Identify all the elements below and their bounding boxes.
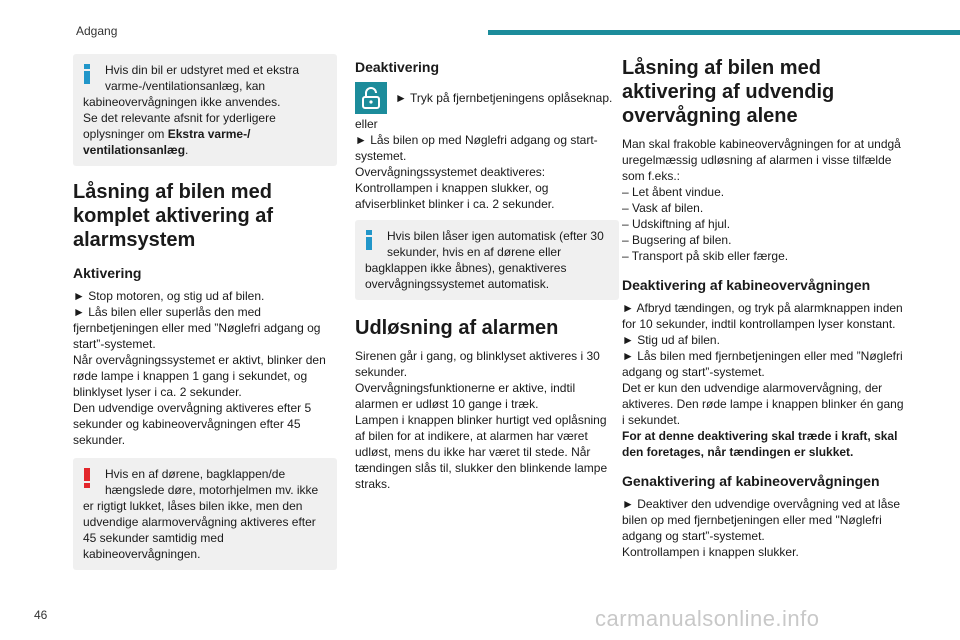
column-right (622, 48, 906, 560)
intro-text: Man skal frakoble kabineovervågningen for at undgå uregelmæssig udløsning af alarmen i visse tilfælde som f.eks.: (622, 137, 901, 183)
body-text: Når overvågningssystemet er aktivt, blinker den røde lampe i knappen 1 gang i sekundet, og blinklyset lyser i ca. 2 sekunder. (73, 353, 326, 399)
body-text: Lampen i knappen blinker hurtigt ved oplåsning af bilen for at indikere, at alarmen har været udløst, mens du ikke har været til stede. Når tændingen slås til, slukker den blinkende lampe straks. (355, 413, 608, 491)
list-item: – Bugsering af bilen. (622, 233, 732, 247)
list-item: – Vask af bilen. (622, 201, 704, 215)
info-note-box (73, 54, 337, 166)
subheading-cabin-deactivation: Deaktivering af kabineovervågningen (622, 277, 871, 293)
warning-icon (83, 466, 101, 498)
info-icon (83, 62, 101, 94)
warning-note-box (73, 458, 337, 570)
body-text: ► Deaktiver den udvendige overvågning ved at låse bilen op med fjernbetjeningen eller med "Nøglefri adgang og start”-systemet. (622, 497, 901, 543)
body-text: ► Lås bilen op med Nøglefri adgang og start-systemet. (355, 133, 598, 163)
watermark: carmanualsonline.info (595, 606, 820, 631)
info-note-line1: Hvis bilen låser igen automatisk (efter 30 sekunder, hvis en af dørene eller (387, 229, 604, 259)
body-text: Den udvendige overvågning aktiveres efter 5 sekunder og kabineovervågningen efter 45 sekunder. (73, 401, 312, 447)
key-instruction: ► Tryk på fjernbetjeningens oplåseknap. (395, 91, 613, 105)
list-item: – Transport på skib eller færge. (622, 249, 789, 263)
body-text: Kontrollampen i knappen slukker, og afviserblinket blinker i ca. 2 sekunder. (355, 181, 555, 211)
body-text: eller (355, 117, 378, 131)
page-header-title: Adgang (76, 24, 118, 38)
unlock-button-icon (355, 82, 387, 114)
subheading-activation: Aktivering (73, 265, 142, 281)
section-heading-alarm-trigger: Udløsning af alarmen (355, 317, 559, 339)
body-text: ► Afbryd tændingen, og tryk på alarmknappen inden for 10 sekunder, indtil kontrollampen lyser konstant. (622, 301, 903, 331)
column-middle (355, 48, 619, 492)
info-note-line3: Se det relevante afsnit for yderligere oplysninger om Ekstra varme-/ ventilationsanlæg. (83, 111, 276, 157)
body-text: ► Lås bilen eller superlås den med fjernbetjeningen eller med ”Nøglefri adgang og start”-systemet. (73, 305, 321, 351)
body-text: Overvågningsfunktionerne er aktive, indtil alarmen er udløst 10 gange i træk. (355, 381, 576, 411)
body-text: Det er kun den udvendige alarmovervågning, der aktiveres. Den røde lampe i knappen blinker én gang i sekundet. (622, 381, 904, 427)
column-left (73, 48, 337, 570)
info-note-line1: Hvis din bil er udstyret med et ekstra varme-/ventilationsanlæg, kan (105, 63, 300, 93)
body-text: ► Stop motoren, og stig ud af bilen. (73, 289, 265, 303)
header-accent-bar (488, 30, 960, 35)
page-number: 46 (34, 608, 48, 622)
body-text: Overvågningssystemet deaktiveres: (355, 165, 546, 179)
warning-note-line1: Hvis en af dørene, bagklappen/de hængslede døre, motorhjelmen mv. ikke (105, 467, 319, 497)
subheading-deactivation: Deaktivering (355, 59, 440, 75)
body-text: Sirenen går i gang, og blinklyset aktiveres i 30 sekunder. (355, 349, 600, 379)
bold-note: For at denne deaktivering skal træde i kraft, skal den foretages, når tændingen er slukket. (622, 429, 898, 459)
body-text: ► Lås bilen med fjernbetjeningen eller med ”Nøglefri adgang og start”-systemet. (622, 349, 903, 379)
info-note-box (355, 220, 619, 300)
list-item: – Udskiftning af hjul. (622, 217, 731, 231)
info-note-line2: kabineovervågningen ikke anvendes. (83, 95, 281, 109)
body-text: Kontrollampen i knappen slukker. (622, 545, 799, 559)
body-text: ► Stig ud af bilen. (622, 333, 720, 347)
info-icon (365, 228, 383, 260)
section-heading-full-alarm: Låsning af bilen med komplet aktivering af alarmsystem (73, 181, 274, 251)
list-item: – Let åbent vindue. (622, 185, 725, 199)
warning-note-line2: er rigtigt lukket, låses bilen ikke, men den udvendige alarmovervågning aktiveres efter 45 sekunder samtidig med kabineovervågningen. (83, 499, 316, 561)
section-heading-exterior-only: Låsning af bilen med aktivering af udvendig overvågning alene (622, 57, 835, 127)
subheading-cabin-reactivation: Genaktivering af kabineovervågningen (622, 473, 880, 489)
info-note-line2: bagklappen ikke åbnes), genaktiveres overvågningssystemet automatisk. (365, 261, 567, 291)
